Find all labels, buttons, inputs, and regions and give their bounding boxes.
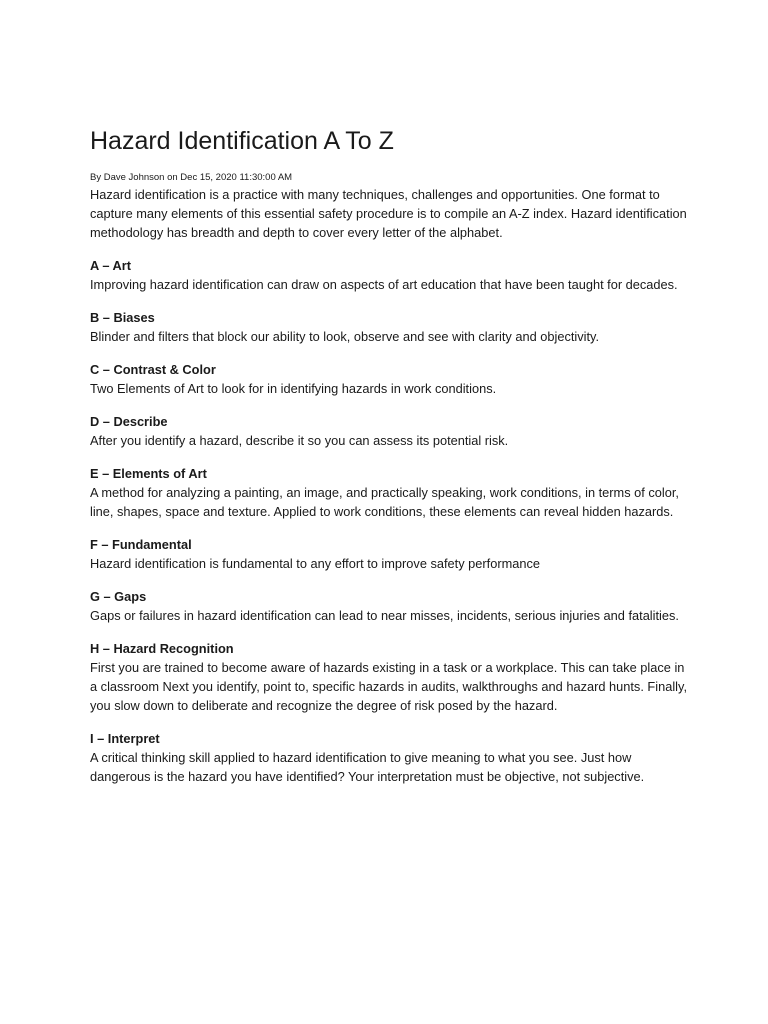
- section-heading: I – Interpret: [90, 731, 160, 746]
- section-g: [90, 587, 690, 625]
- section-heading: G – Gaps: [90, 589, 147, 604]
- section-i: [90, 729, 690, 786]
- section-heading: H – Hazard Recognition: [90, 641, 234, 656]
- section-body: Improving hazard identification can draw on aspects of art education that have been taught for decades.: [90, 277, 678, 292]
- section-heading: F – Fundamental: [90, 537, 192, 552]
- byline: By Dave Johnson on Dec 15, 2020 11:30:00 AM: [90, 172, 293, 183]
- section-heading: C – Contrast & Color: [90, 362, 216, 377]
- intro-paragraph: Hazard identification is a practice with many techniques, challenges and opportunities. One format to capture many elements of this essential safety procedure is to compile an A-Z index. Hazard identification methodology has breadth and depth to cover every letter of the alphabet.: [90, 187, 687, 240]
- section-body: A critical thinking skill applied to hazard identification to give meaning to what you see. Just how dangerous is the hazard you have identified? Your interpretation must be objective, not subjective.: [90, 750, 645, 784]
- section-b: [90, 308, 690, 346]
- section-body: A method for analyzing a painting, an image, and practically speaking, work conditions, in terms of color, line, shapes, space and texture. Applied to work conditions, these elements can reveal hidden hazards.: [90, 485, 679, 519]
- section-body: Hazard identification is fundamental to any effort to improve safety performance: [90, 556, 541, 571]
- section-a: [90, 256, 690, 294]
- section-body: Blinder and filters that block our ability to look, observe and see with clarity and objectivity.: [90, 329, 600, 344]
- page-title: Hazard Identification A To Z: [90, 127, 394, 155]
- article: [90, 124, 690, 786]
- section-f: [90, 535, 690, 573]
- section-body: First you are trained to become aware of hazards existing in a task or a workplace. This can take place in a classroom Next you identify, point to, specific hazards in audits, walkthroughs and hazard hunts. Finally, you slow down to deliberate and recognize the degree of risk posed by the hazard.: [90, 660, 688, 713]
- section-heading: B – Biases: [90, 310, 155, 325]
- section-h: [90, 639, 690, 715]
- section-body: Gaps or failures in hazard identification can lead to near misses, incidents, serious injuries and fatalities.: [90, 608, 679, 623]
- section-e: [90, 464, 690, 521]
- section-heading: A – Art: [90, 258, 132, 273]
- section-heading: D – Describe: [90, 414, 168, 429]
- section-d: [90, 412, 690, 450]
- section-body: Two Elements of Art to look for in identifying hazards in work conditions.: [90, 381, 497, 396]
- section-body: After you identify a hazard, describe it so you can assess its potential risk.: [90, 433, 509, 448]
- section-c: [90, 360, 690, 398]
- section-heading: E – Elements of Art: [90, 466, 207, 481]
